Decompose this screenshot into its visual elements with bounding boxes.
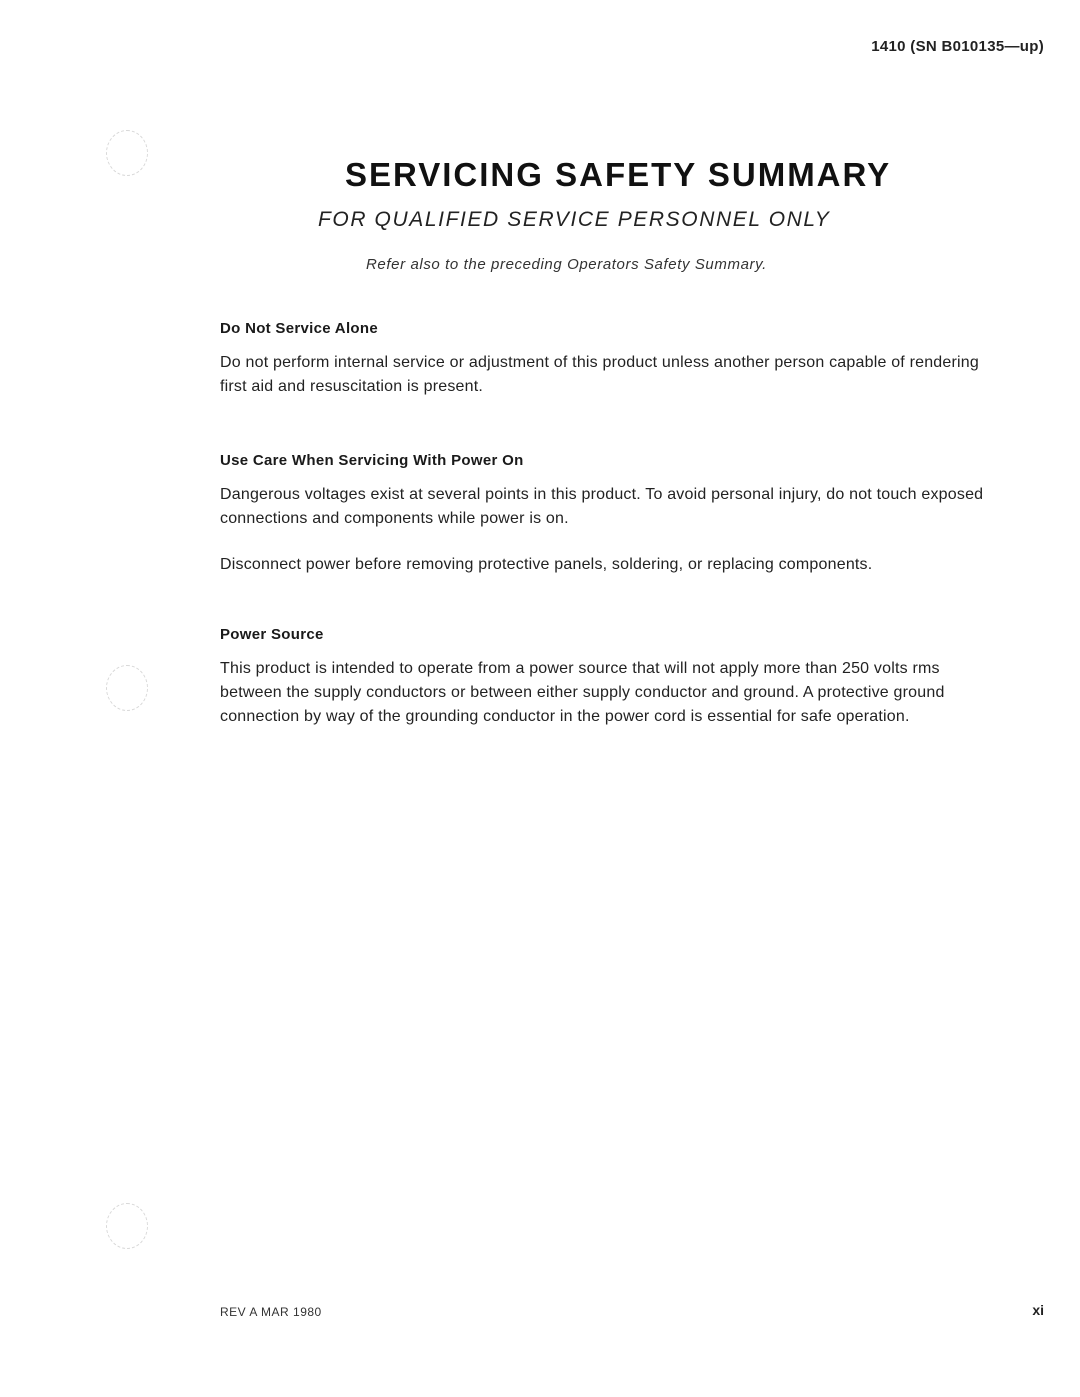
section-paragraph: Dangerous voltages exist at several points in this product. To avoid personal injury, do not touch exposed connections and components while power is on. xyxy=(220,486,984,527)
section-paragraph: This product is intended to operate from a power source that will not apply more than 250 volts rms between the supply conductors or between either supply conductor and ground. A protective ground connection by way of the grounding conductor in the power cord is essential for safe operation. xyxy=(220,660,945,725)
reference-note: Refer also to the preceding Operators Safety Summary. xyxy=(366,256,767,273)
section-heading: Use Care When Servicing With Power On xyxy=(220,452,524,469)
section-paragraph: Disconnect power before removing protective panels, soldering, or replacing components. xyxy=(220,556,873,573)
binder-hole-bottom xyxy=(106,1203,148,1249)
page-subtitle: FOR QUALIFIED SERVICE PERSONNEL ONLY xyxy=(318,208,831,231)
revision-footer: REV A MAR 1980 xyxy=(220,1305,322,1319)
section-heading: Power Source xyxy=(220,626,324,643)
page-number: xi xyxy=(1032,1302,1044,1318)
page-title: SERVICING SAFETY SUMMARY xyxy=(345,156,892,193)
section-use-care-power-on xyxy=(220,452,990,599)
section-do-not-service-alone xyxy=(220,320,990,421)
section-paragraph: Do not perform internal service or adjustment of this product unless another person capable of rendering first aid and resuscitation is present. xyxy=(220,354,979,395)
model-serial-header: 1410 (SN B010135—up) xyxy=(871,38,1044,55)
section-heading: Do Not Service Alone xyxy=(220,320,378,337)
binder-hole-middle xyxy=(106,665,148,711)
section-power-source xyxy=(220,626,990,751)
